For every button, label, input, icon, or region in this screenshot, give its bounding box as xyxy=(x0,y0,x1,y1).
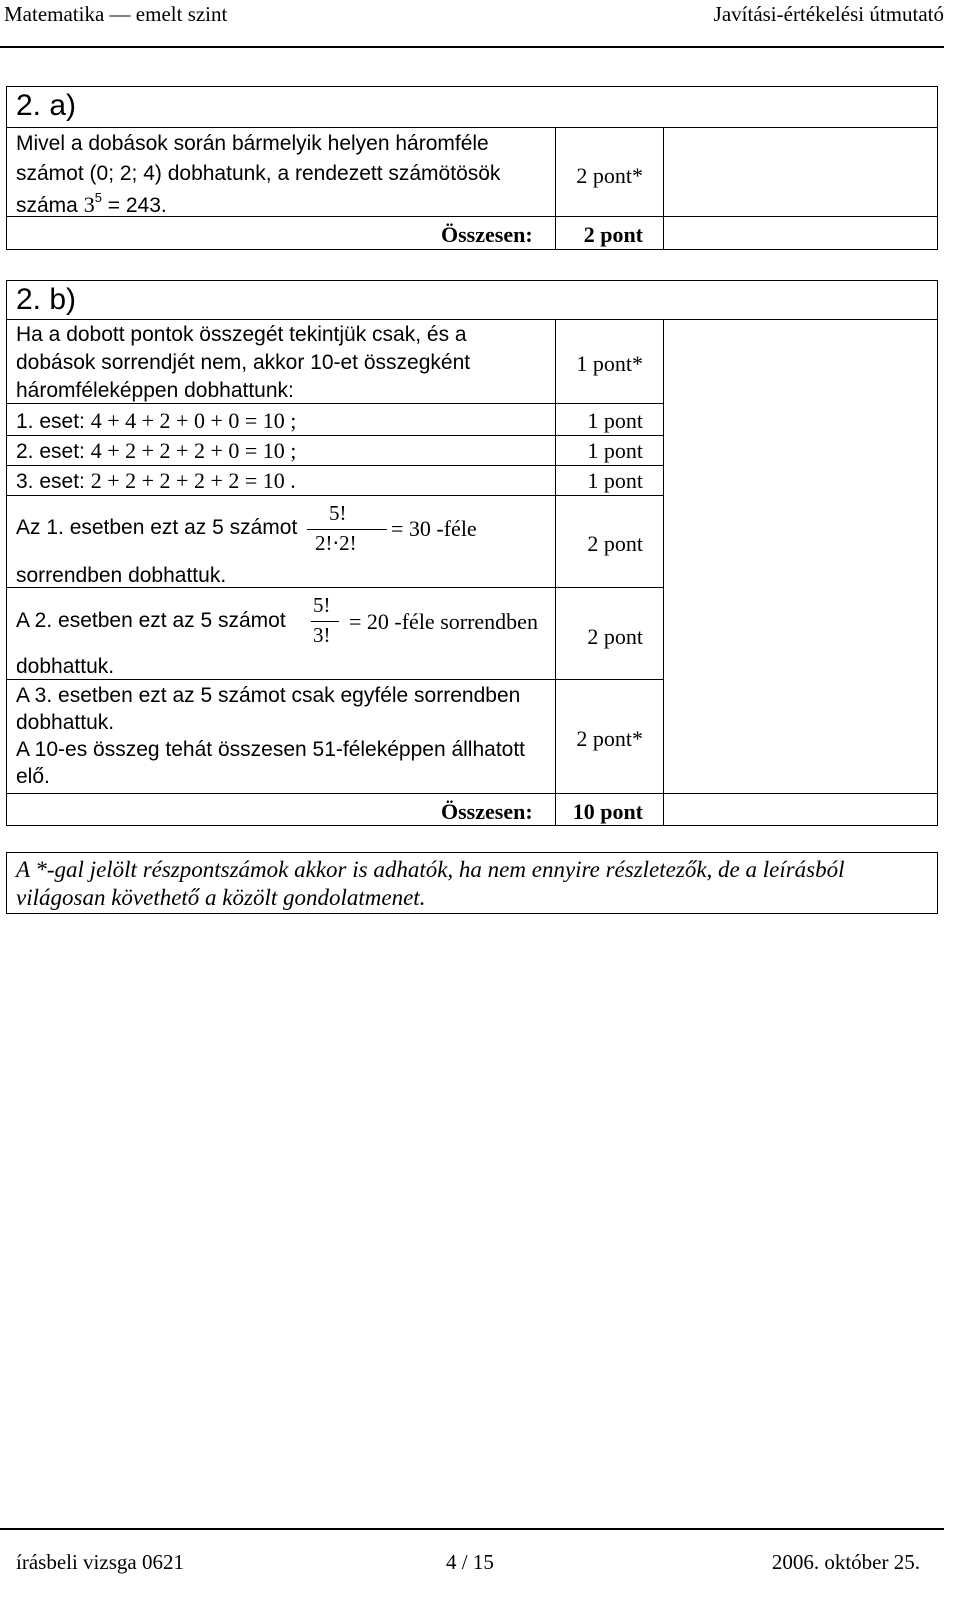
footer-date: 2006. október 25. xyxy=(771,1550,920,1574)
power-base: 3 xyxy=(83,192,95,217)
fraction-2-denominator: 3! xyxy=(313,623,331,647)
para-1-line-2: sorrendben dobhattuk. xyxy=(16,564,227,587)
part-b-total-label: Összesen: xyxy=(441,799,533,824)
case-3 xyxy=(16,468,296,494)
scoring-note-line-1: A *-gal jelölt részpontszámok akkor is adhatók, ha nem ennyire részletezők, de a leírásból xyxy=(16,857,845,882)
para-2-result: = 20 -féle sorrendben xyxy=(349,609,538,634)
case-2 xyxy=(16,438,296,464)
para-1-result: = 30 -féle xyxy=(391,516,477,541)
fraction-1-numerator: 5! xyxy=(329,501,347,525)
para-2-points: 2 pont xyxy=(587,624,643,649)
case-2-expression: 4 + 2 + 2 + 2 + 0 = 10 ; xyxy=(90,438,297,463)
part-b-intro-3: háromféleképpen dobhattunk: xyxy=(16,379,294,402)
part-a-points: 2 pont* xyxy=(576,163,643,188)
header-guide-title: Javítási-értékelési útmutató xyxy=(713,2,944,26)
part-b-total-points: 10 pont xyxy=(572,799,643,824)
footer-page-number: 4 / 15 xyxy=(446,1550,494,1574)
page-footer xyxy=(0,1528,944,1598)
part-b-title: 2. b) xyxy=(16,283,77,316)
fraction-2-numerator: 5! xyxy=(313,593,331,617)
part-b-intro-2: dobások sorrendjét nem, akkor 10-et összegként xyxy=(16,351,471,374)
case-1-points: 1 pont xyxy=(587,408,643,433)
fraction-2 xyxy=(311,593,345,653)
scoring-note-line-2: világosan követhető a közölt gondolatmenet. xyxy=(16,885,426,910)
part-a-table xyxy=(6,86,938,250)
part-a-title: 2. a) xyxy=(16,89,77,122)
para-1-text: Az 1. esetben ezt az 5 számot xyxy=(16,516,298,539)
fraction-1 xyxy=(307,501,387,561)
case-3-expression: 2 + 2 + 2 + 2 + 2 = 10 . xyxy=(90,468,296,493)
para-2-line-2: dobhattuk. xyxy=(16,655,115,678)
part-b-intro-1: Ha a dobott pontok összegét tekintjük csak, és a xyxy=(16,323,467,346)
para-3-line-2: dobhattuk. xyxy=(16,711,115,734)
power-exponent: 5 xyxy=(94,190,102,205)
case-1 xyxy=(16,408,296,434)
part-a-line-3-text: száma xyxy=(16,194,84,217)
scoring-note xyxy=(6,852,938,914)
para-3-points: 2 pont* xyxy=(576,726,643,751)
part-a-line-2: számot (0; 2; 4) dobhatunk, a rendezett számötösök xyxy=(16,162,501,185)
para-1-points: 2 pont xyxy=(587,531,643,556)
case-2-points: 1 pont xyxy=(587,438,643,463)
part-a-line-1: Mivel a dobások során bármelyik helyen háromféle xyxy=(16,132,489,155)
page-header xyxy=(0,0,944,48)
case-3-label: 3. eset: xyxy=(16,470,91,493)
header-subject: Matematika — emelt szint xyxy=(4,2,228,26)
case-1-expression: 4 + 4 + 2 + 0 + 0 = 10 ; xyxy=(90,408,297,433)
para-2-text: A 2. esetben ezt az 5 számot xyxy=(16,609,286,632)
footer-exam-code: írásbeli vizsga 0621 xyxy=(16,1550,184,1574)
power-result: = 243. xyxy=(101,194,167,217)
part-a-line-3 xyxy=(16,192,167,218)
case-1-label: 1. eset: xyxy=(16,410,91,433)
para-3-line-3: A 10-es összeg tehát összesen 51-féleképpen állhatott xyxy=(16,738,526,761)
fraction-1-denominator: 2!⋅2! xyxy=(315,531,357,555)
part-a-total-points: 2 pont xyxy=(583,222,643,247)
part-a-total-label: Összesen: xyxy=(441,222,533,247)
para-3-line-1: A 3. esetben ezt az 5 számot csak egyféle sorrendben xyxy=(16,684,521,707)
para-3-line-4: elő. xyxy=(16,765,50,788)
part-b-intro-points: 1 pont* xyxy=(576,351,643,376)
case-2-label: 2. eset: xyxy=(16,440,91,463)
part-b-table xyxy=(6,280,938,826)
case-3-points: 1 pont xyxy=(587,468,643,493)
